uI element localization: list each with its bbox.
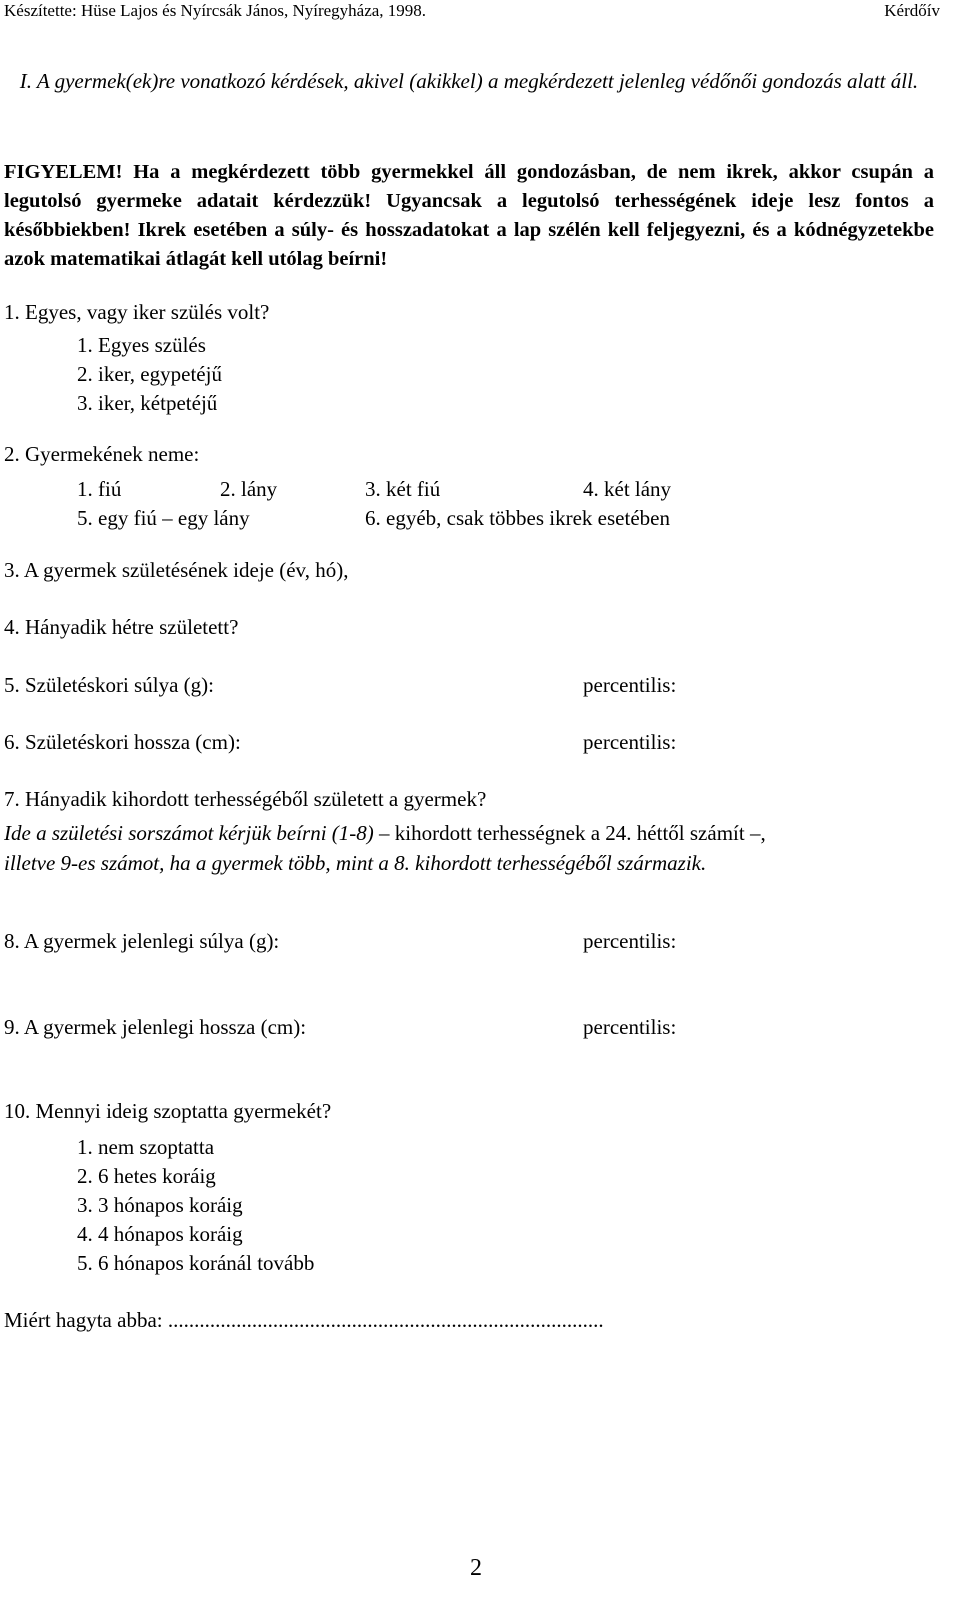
q10-option-1: 1. nem szoptatta xyxy=(77,1135,215,1159)
q2-option-3: 3. két fiú xyxy=(365,477,441,501)
q2-option-1: 1. fiú xyxy=(77,477,122,501)
section-title: I. A gyermek(ek)re vonatkozó kérdések, akivel (akikkel) a megkérdezett jelenleg védőnői gondozás alatt áll. xyxy=(19,69,919,93)
q7-hint-italic-1: Ide a születési sorszámot kérjük beírni (1-8) xyxy=(4,821,374,845)
q9-label: 9. A gyermek jelenlegi hossza (cm): xyxy=(4,1015,307,1039)
q10-option-3: 3. 3 hónapos koráig xyxy=(77,1193,243,1217)
why-stopped-line: Miért hagyta abba: ................................................................................... xyxy=(4,1308,604,1332)
q5-percentile-label: percentilis: xyxy=(583,673,677,697)
q6-percentile-label: percentilis: xyxy=(583,730,677,754)
q2-option-6: 6. egyéb, csak többes ikrek esetében xyxy=(365,506,670,530)
q1-option-2: 2. iker, egypetéjű xyxy=(77,362,222,386)
q2-option-2: 2. lány xyxy=(220,477,278,501)
q1-label: 1. Egyes, vagy iker szülés volt? xyxy=(4,300,270,324)
warning-paragraph: FIGYELEM! Ha a megkérdezett több gyermekkel áll gondozásban, de nem ikrek, akkor csupán a legutolsó gyermeke adatait kérdezzük! Ugyancsak a legutolsó terhességének ideje lesz fontos a későbbiekben! Ikrek esetében a súly- és hosszadatokat a lap szélén kell feljegyezni, és a kódnégyzetekbe azok matematikai átlagát kell utólag beírni! xyxy=(4,161,934,270)
header-right: Kérdőív xyxy=(884,1,940,20)
q10-label: 10. Mennyi ideig szoptatta gyermekét? xyxy=(4,1099,332,1123)
q4-label: 4. Hányadik hétre született? xyxy=(4,615,239,639)
q2-label: 2. Gyermekének neme: xyxy=(4,442,200,466)
header-left: Készítette: Hüse Lajos és Nyírcsák János, Nyíregyháza, 1998. xyxy=(4,1,427,20)
q8-percentile-label: percentilis: xyxy=(583,929,677,953)
q2-option-4: 4. két lány xyxy=(583,477,672,501)
q7-hint-normal: – kihordott terhességnek a 24. héttől számít –, xyxy=(373,821,766,845)
q8-label: 8. A gyermek jelenlegi súlya (g): xyxy=(4,929,280,953)
q5-label: 5. Születéskori súlya (g): xyxy=(4,673,214,697)
q6-label: 6. Születéskori hossza (cm): xyxy=(4,730,241,754)
q7-label: 7. Hányadik kihordott terhességéből született a gyermek? xyxy=(4,787,487,811)
q3-label: 3. A gyermek születésének ideje (év, hó), xyxy=(4,558,349,582)
page-number: 2 xyxy=(470,1555,482,1581)
q1-option-1: 1. Egyes szülés xyxy=(77,333,206,357)
q7-hint xyxy=(4,818,929,878)
q7-hint-italic-2: illetve 9-es számot, ha a gyermek több, mint a 8. kihordott terhességéből származik. xyxy=(4,851,707,875)
q10-option-4: 4. 4 hónapos koráig xyxy=(77,1222,243,1246)
q10-option-2: 2. 6 hetes koráig xyxy=(77,1164,216,1188)
q9-percentile-label: percentilis: xyxy=(583,1015,677,1039)
q2-option-5: 5. egy fiú – egy lány xyxy=(77,506,250,530)
q1-option-3: 3. iker, kétpetéjű xyxy=(77,391,218,415)
q10-option-5: 5. 6 hónapos koránál tovább xyxy=(77,1251,315,1275)
